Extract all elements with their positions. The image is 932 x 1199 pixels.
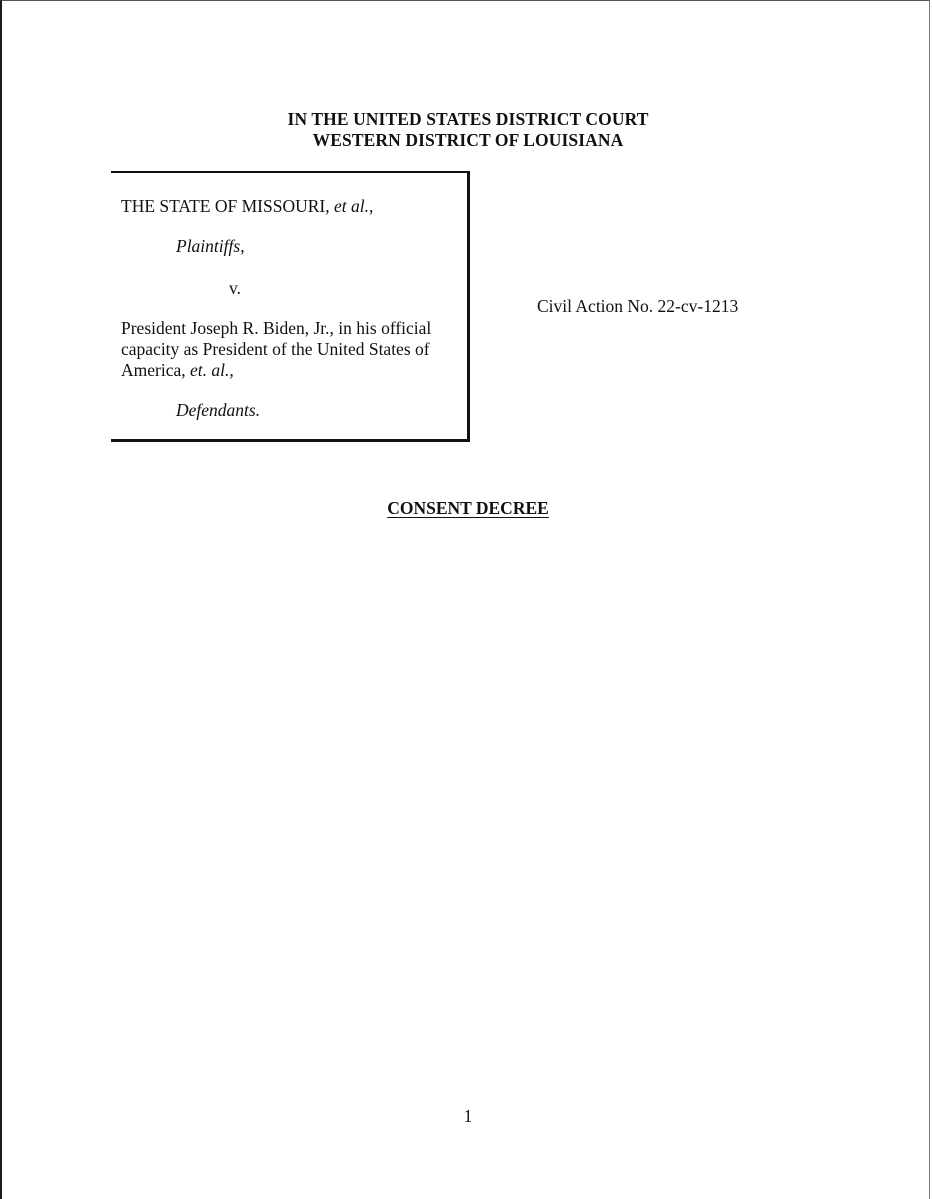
page-number: 1 bbox=[463, 1106, 473, 1126]
case-number: Civil Action No. 22-cv-1213 bbox=[537, 296, 739, 316]
defendant-line-3 bbox=[121, 360, 431, 381]
court-district-heading: WESTERN DISTRICT OF LOUISIANA bbox=[312, 130, 624, 150]
plaintiff-et-al: et al. bbox=[334, 196, 369, 216]
defendant-name bbox=[121, 318, 431, 381]
document-title: CONSENT DECREE bbox=[387, 498, 549, 518]
defendant-line-1: President Joseph R. Biden, Jr., in his official bbox=[121, 318, 432, 338]
plaintiff-text: THE STATE OF MISSOURI, bbox=[121, 196, 334, 216]
defendant-line-2: capacity as President of the United States of bbox=[121, 339, 430, 359]
defendant-line-3-text: America, bbox=[121, 360, 190, 380]
plaintiff-suffix: , bbox=[369, 196, 374, 216]
court-name-heading: IN THE UNITED STATES DISTRICT COURT bbox=[287, 109, 649, 129]
plaintiffs-label bbox=[176, 236, 245, 257]
plaintiffs-label-suffix: , bbox=[240, 236, 245, 256]
plaintiffs-label-text: Plaintiffs bbox=[176, 236, 241, 256]
case-caption-box bbox=[111, 171, 470, 442]
defendant-et-al: et. al., bbox=[190, 360, 234, 380]
versus-label: v. bbox=[229, 278, 241, 298]
plaintiff-name bbox=[121, 196, 373, 217]
defendants-label: Defendants. bbox=[176, 400, 261, 420]
